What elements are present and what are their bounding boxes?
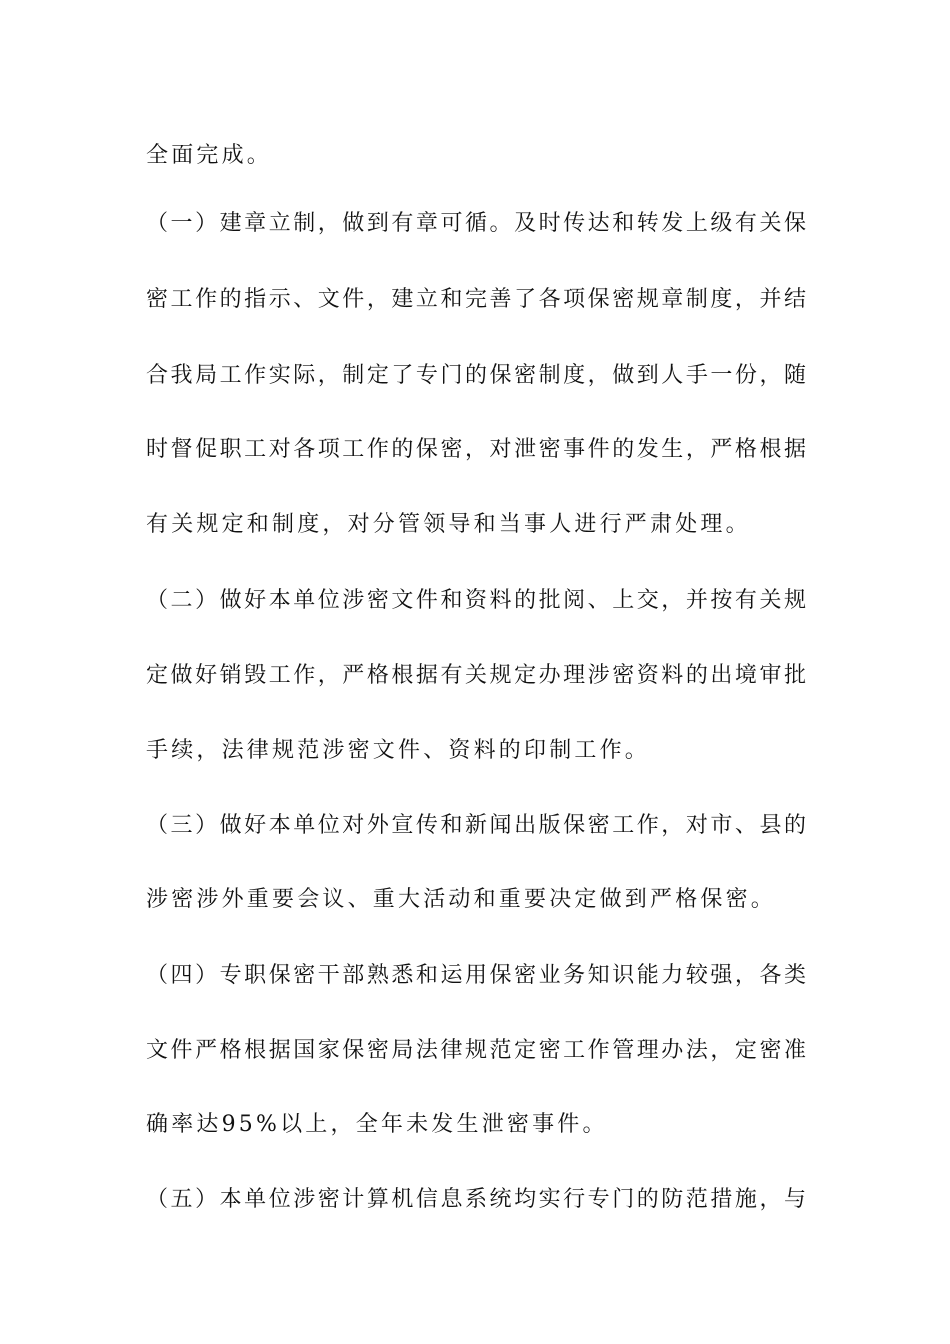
text-line-15: （五）本单位涉密计算机信息系统均实行专门的防范措施，与 <box>146 1187 806 1212</box>
text-line-12: （四）专职保密干部熟悉和运用保密业务知识能力较强，各类 <box>146 963 806 988</box>
text-line-9: 手续，法律规范涉密文件、资料的印制工作。 <box>146 738 651 763</box>
text-line-13: 文件严格根据国家保密局法律规范定密工作管理办法，定密准 <box>146 1038 806 1063</box>
text-line-4: 合我局工作实际，制定了专门的保密制度，做到人手一份，随 <box>146 363 806 388</box>
text-line-10: （三）做好本单位对外宣传和新闻出版保密工作，对市、县的 <box>146 813 806 838</box>
text-line-11: 涉密涉外重要会议、重大活动和重要决定做到严格保密。 <box>146 887 777 912</box>
text-line-3: 密工作的指示、文件，建立和完善了各项保密规章制度，并结 <box>146 287 806 312</box>
text-line-7: （二）做好本单位涉密文件和资料的批阅、上交，并按有关规 <box>146 588 806 613</box>
text-line-2: （一）建章立制，做到有章可循。及时传达和转发上级有关保 <box>146 211 806 236</box>
text-line-6: 有关规定和制度，对分管领导和当事人进行严肃处理。 <box>146 512 751 537</box>
text-line-5: 时督促职工对各项工作的保密，对泄密事件的发生，严格根据 <box>146 437 806 462</box>
text-line-14: 确率达95%以上，全年未发生泄密事件。 <box>146 1112 608 1137</box>
text-line-8: 定做好销毁工作，严格根据有关规定办理涉密资料的出境审批 <box>146 663 806 688</box>
text-line-1: 全面完成。 <box>146 143 273 168</box>
